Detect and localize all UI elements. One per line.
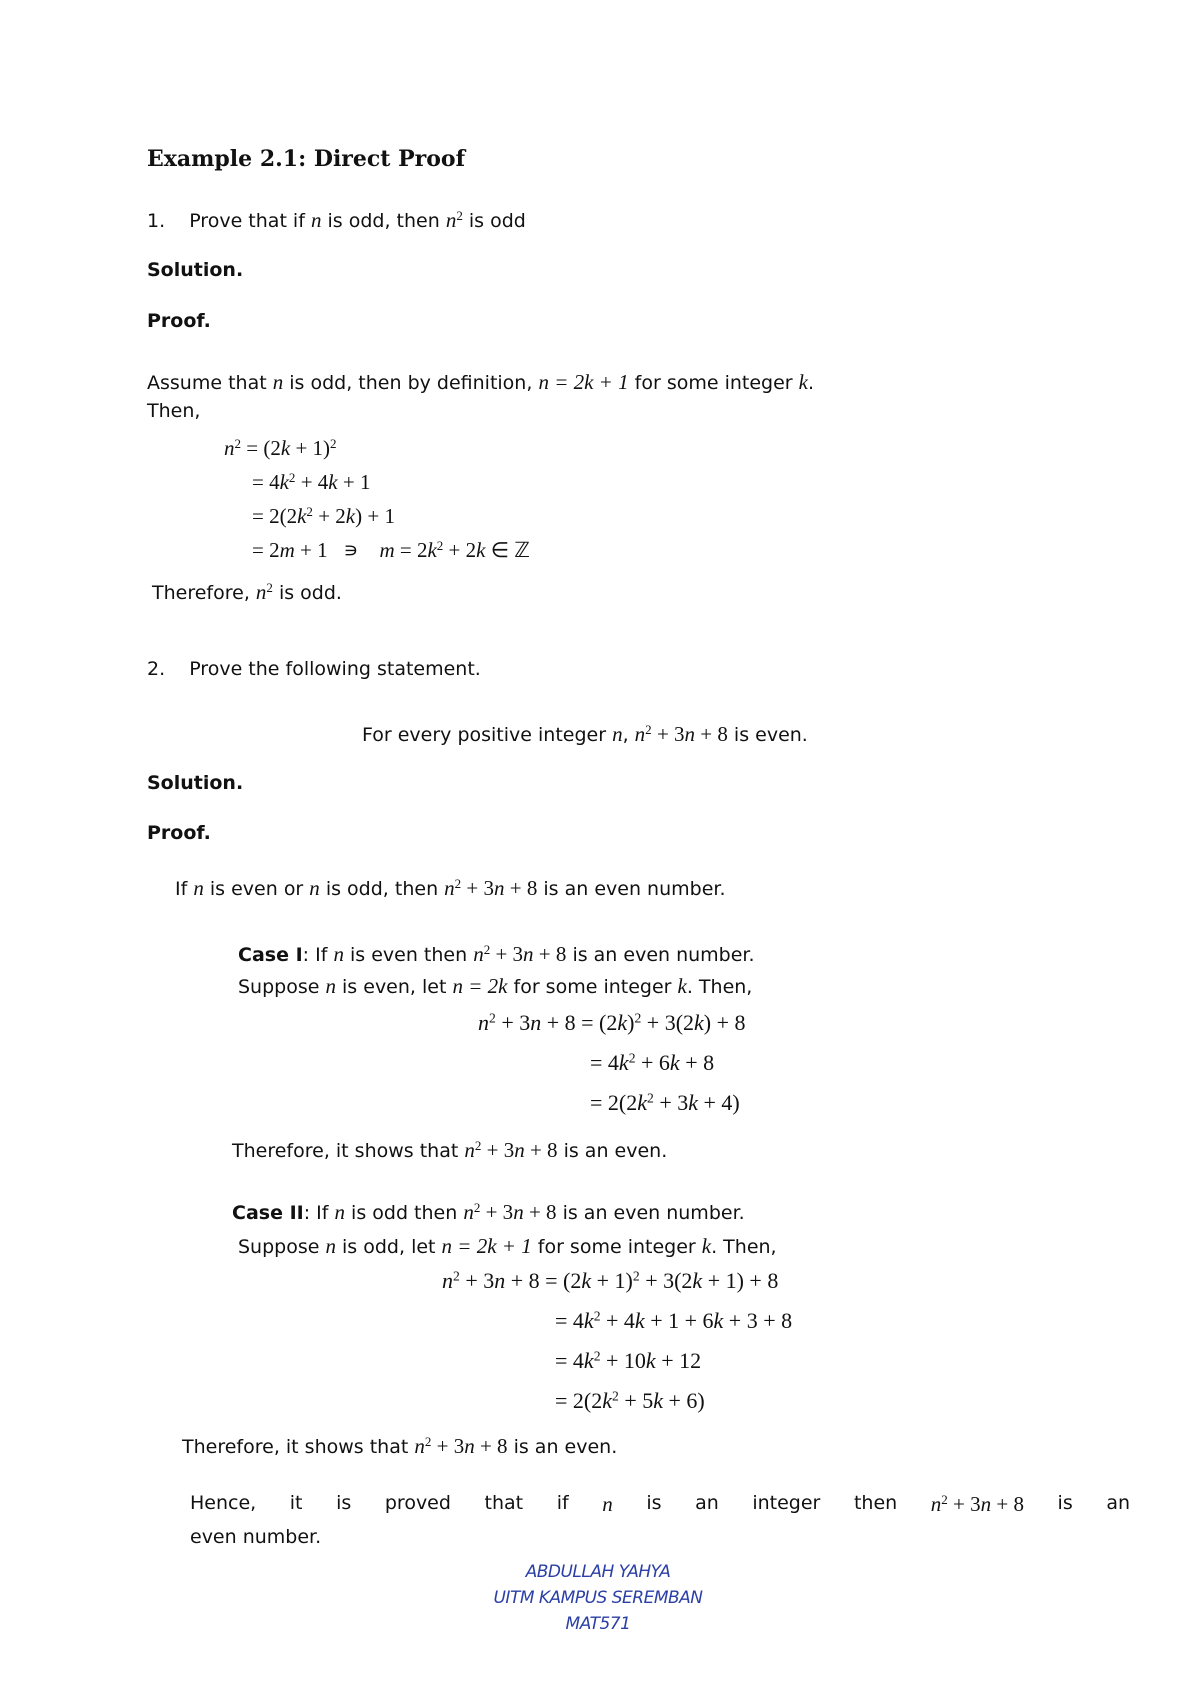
question-number: 2. bbox=[147, 658, 166, 680]
hence-statement: Hence, it is proved that if n is an integer then $n^2 + 3n + 8$ is an bbox=[190, 1491, 1130, 1516]
case-1-suppose: Suppose n is even, let n = 2k for some integer k. Then, bbox=[238, 974, 753, 998]
case-1-line: = $4k^2 + 6k + 8$ bbox=[590, 1050, 715, 1075]
case-2-line: = $4k^2 + 10k + 12$ bbox=[555, 1348, 702, 1373]
math-n-squared: $n^2$ bbox=[255, 579, 273, 604]
q1-conclusion: Therefore, $n^2$ is odd. bbox=[152, 579, 342, 604]
math-var-k: k bbox=[798, 370, 808, 394]
derivation-step: $n^2 = (2k + 1)^2$ bbox=[224, 435, 337, 460]
footer-author: ABDULLAH YAHYA bbox=[525, 1562, 671, 1582]
definition-equation: n = 2k + 1 bbox=[538, 370, 629, 394]
assume-c: for some integer bbox=[634, 372, 793, 394]
assume-b: is odd, then by definition, bbox=[289, 372, 533, 394]
math-var-n: n bbox=[310, 208, 322, 232]
question-1 bbox=[147, 208, 526, 233]
q1-prompt-b: is odd, then bbox=[327, 210, 440, 232]
case-1-line: = $2(2k^2 + 3k + 4)$ bbox=[590, 1090, 740, 1115]
derivation-step: = $4k^2 + 4k + 1$ bbox=[252, 469, 371, 494]
then-label: Then, bbox=[147, 400, 201, 422]
case-2-line: = $4k^2 + 4k + 1 + 6k + 3 + 8$ bbox=[555, 1308, 793, 1333]
case-2-line: $n^2 + 3n + 8 = (2k + 1)^2 + 3(2k + 1) + 8$ bbox=[442, 1268, 779, 1293]
case-1-line: $n^2 + 3n + 8 = (2k)^2 + 3(2k) + 8$ bbox=[478, 1010, 746, 1035]
case-1-conclusion: Therefore, it shows that $n^2 + 3n + 8$ is an even. bbox=[232, 1137, 668, 1162]
page-title: Example 2.1: Direct Proof bbox=[147, 146, 466, 172]
hence-tail: even number. bbox=[190, 1526, 322, 1548]
case-2-heading: Case II: If n is odd then $n^2 + 3n + 8$ is an even number. bbox=[232, 1199, 745, 1224]
case-2-line: = $2(2k^2 + 5k + 6)$ bbox=[555, 1388, 705, 1413]
case-1-heading: Case I: If n is even then $n^2 + 3n + 8$ is an even number. bbox=[238, 941, 755, 966]
case-2-suppose: Suppose n is odd, let n = 2k + 1 for some integer k. Then, bbox=[238, 1234, 777, 1258]
q2-prompt: Prove the following statement. bbox=[189, 658, 481, 680]
proof-intro: If n is even or n is odd, then $n^2 + 3n + 8$ is an even number. bbox=[175, 875, 726, 900]
math-n-squared: $n^2$ bbox=[445, 207, 463, 232]
solution-label: Solution. bbox=[147, 259, 244, 281]
proof-label: Proof. bbox=[147, 310, 211, 332]
math-var-n: n bbox=[612, 722, 623, 746]
derivation-step: = $2(2k^2 + 2k) + 1$ bbox=[252, 503, 395, 528]
math-var-n: n bbox=[272, 370, 284, 394]
statement-expression: $n^2 + 3n + 8$ bbox=[634, 721, 728, 746]
proof-label: Proof. bbox=[147, 822, 211, 844]
case-label: Case I bbox=[238, 944, 303, 966]
assumption-line: Assume that n is odd, then by definition, n = 2k + 1 for some integer k. bbox=[147, 370, 815, 394]
q1-prompt-c: is odd bbox=[468, 210, 526, 232]
statement: For every positive integer n, $n^2 + 3n + 8$ is even. bbox=[362, 721, 808, 746]
assume-a: Assume that bbox=[147, 372, 267, 394]
question-number: 1. bbox=[147, 210, 166, 232]
question-2 bbox=[147, 658, 481, 680]
footer-course: MAT571 bbox=[565, 1614, 631, 1634]
case-label: Case II bbox=[232, 1202, 304, 1224]
solution-label: Solution. bbox=[147, 772, 244, 794]
q1-prompt-a: Prove that if bbox=[189, 210, 305, 232]
case-2-conclusion: Therefore, it shows that $n^2 + 3n + 8$ is an even. bbox=[182, 1433, 618, 1458]
footer-institution: UITM KAMPUS SEREMBAN bbox=[493, 1588, 703, 1608]
derivation-step: = 2m + 1 ∍ $m = 2k^2 + 2k$ ∈ ℤ bbox=[252, 537, 530, 562]
